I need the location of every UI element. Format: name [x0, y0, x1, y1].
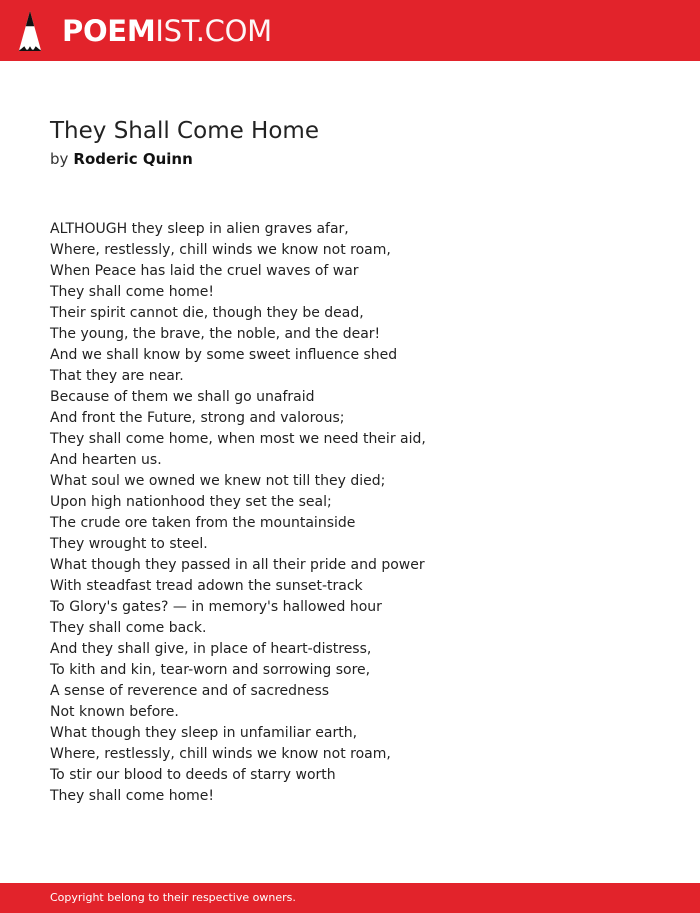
poem-body — [50, 219, 650, 807]
poem-author: Roderic Quinn — [73, 150, 193, 168]
poem-line: ALTHOUGH they sleep in alien graves afar, — [50, 221, 349, 237]
author-line — [50, 149, 193, 169]
poem-line: A sense of reverence and of sacredness — [50, 683, 330, 699]
poem-title: They Shall Come Home — [50, 118, 319, 144]
site-header — [0, 0, 700, 61]
poem-line: Where, restlessly, chill winds we know not roam, — [50, 746, 391, 762]
poem-line: They shall come home, when most we need their aid, — [50, 431, 426, 447]
poem-line: The crude ore taken from the mountainside — [50, 515, 356, 531]
poem-line: They wrought to steel. — [50, 536, 208, 552]
poem-line: And hearten us. — [50, 452, 162, 468]
poem-line: What soul we owned we knew not till they died; — [50, 473, 386, 489]
site-logo-link[interactable] — [18, 10, 272, 52]
copyright-notice: Copyright belong to their respective owners. — [50, 891, 296, 904]
poem-line: Upon high nationhood they set the seal; — [50, 494, 332, 510]
poem-line: And they shall give, in place of heart-distress, — [50, 641, 372, 657]
poem-line: When Peace has laid the cruel waves of war — [50, 263, 359, 279]
poem-line: What though they sleep in unfamiliar earth, — [50, 725, 358, 741]
site-logo-text — [62, 10, 272, 52]
poem-line: Where, restlessly, chill winds we know not roam, — [50, 242, 391, 258]
poem-line: They shall come home! — [50, 788, 215, 804]
poem-line: They shall come back. — [50, 620, 207, 636]
brand-bold-text: POEM — [62, 14, 156, 48]
site-footer — [0, 883, 700, 913]
poem-line: To stir our blood to deeds of starry worth — [50, 767, 336, 783]
poem-line: Not known before. — [50, 704, 179, 720]
poem-line: And front the Future, strong and valorous; — [50, 410, 345, 426]
poem-line: And we shall know by some sweet influence shed — [50, 347, 398, 363]
author-prefix: by — [50, 150, 69, 168]
poem-line: The young, the brave, the noble, and the dear! — [50, 326, 381, 342]
poem-line: They shall come home! — [50, 284, 215, 300]
poem-line: To kith and kin, tear-worn and sorrowing sore, — [50, 662, 371, 678]
pencil-tip-icon — [18, 11, 42, 52]
poem-line: Their spirit cannot die, though they be dead, — [50, 305, 364, 321]
brand-light-text: IST.COM — [155, 14, 272, 48]
poem-line: With steadfast tread adown the sunset-track — [50, 578, 363, 594]
poem-line: What though they passed in all their pride and power — [50, 557, 425, 573]
poem-line: That they are near. — [50, 368, 184, 384]
poem-line: Because of them we shall go unafraid — [50, 389, 315, 405]
poem-line: To Glory's gates? — in memory's hallowed hour — [50, 599, 382, 615]
